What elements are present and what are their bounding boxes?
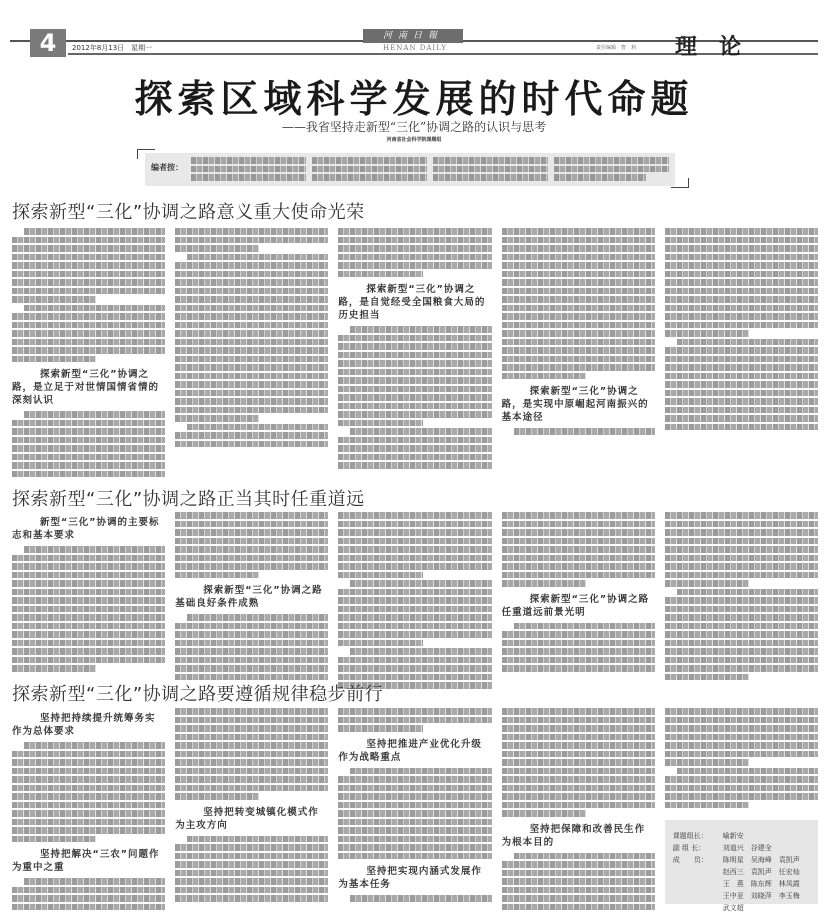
subheading: 探索新型“三化”协调之路基础良好条件成熟	[175, 585, 323, 609]
section-name: 理论	[675, 35, 764, 60]
credits-box	[665, 820, 818, 912]
editor-note-label: 编者按：	[151, 163, 183, 172]
section-3-column-3	[338, 708, 491, 912]
corner-bracket-bottom-right	[671, 178, 689, 188]
credits-row: 成 员： 陈明星 吴海峰 袁凯声	[672, 856, 800, 864]
responsible-editor: 责任编辑 智 莉	[596, 45, 637, 51]
editor-note-body	[191, 157, 669, 182]
section-1-column-1	[12, 228, 165, 479]
subheading: 探索新型“三化”协调之路任重道远前景光明	[501, 593, 650, 618]
section-heading-3: 探索新型“三化”协调之路要遵循规律稳步前行	[12, 684, 384, 705]
section-heading-1: 探索新型“三化”协调之路意义重大使命光荣	[12, 202, 365, 223]
credits-row: 王 燕 陈东辉 林凤霞	[722, 880, 800, 888]
section-3-column-5	[665, 708, 818, 912]
subheading: 探索新型“三化”协调之路，是自觉经受全国粮食大局的历史担当	[338, 284, 486, 321]
section-1-column-3	[338, 228, 491, 479]
section-1-column-5	[665, 228, 818, 479]
section-2-column-1	[12, 512, 165, 691]
article-byline: 河南省社会科学院课题组	[386, 137, 442, 143]
section-2-column-5	[665, 512, 818, 691]
section-2-body	[12, 512, 818, 672]
credits-row: 副 组 长： 刘道兴 谷建全	[672, 844, 772, 852]
section-1-column-4	[502, 228, 655, 479]
subheading: 坚持把实现内涵式发展作为基本任务	[338, 866, 482, 890]
subheading: 坚持把推进产业优化升级作为战略重点	[338, 738, 482, 763]
issue-date: 2012年8月13日 星期一	[72, 44, 153, 52]
article-title: 探索区域科学发展的时代命题	[134, 76, 694, 121]
subheading: 新型“三化”协调的主要标志和基本要求	[12, 517, 160, 541]
subheading: 坚持把持续提升统筹务实作为总体要求	[12, 713, 156, 737]
masthead-rule-right	[777, 40, 818, 42]
section-2-column-4	[502, 512, 655, 691]
article-subtitle: ——我省坚持走新型“三化”协调之路的认识与思考	[281, 120, 547, 134]
credits-row: 王中亚 刘晓萍 李玉梅	[722, 892, 800, 900]
section-1-body	[12, 228, 818, 456]
subheading: 探索新型“三化”协调之路，是实现中原崛起河南振兴的基本途径	[501, 386, 649, 423]
section-2-column-3	[338, 512, 491, 691]
subheading: 坚持把解决“三农”问题作为重中之重	[12, 849, 160, 873]
section-3-column-2	[175, 708, 328, 912]
newspaper-logo: 河南日報	[363, 29, 463, 43]
newspaper-name-en: HENAN DAILY	[383, 44, 447, 52]
credits-row: 赵西三 袁凯声 任宏灿	[722, 868, 800, 876]
section-2-column-2	[175, 512, 328, 691]
section-3-column-1	[12, 708, 165, 912]
credits-row: 课题组长： 喻新安	[672, 832, 744, 840]
subheading: 坚持把保障和改善民生作为根本目的	[501, 823, 646, 848]
page-number: 4	[30, 29, 66, 57]
section-heading-2: 探索新型“三化”协调之路正当其时任重道远	[12, 489, 365, 510]
subheading: 坚持把转变城镇化模式作为主攻方向	[175, 806, 319, 831]
credits-row: 武文超	[722, 904, 744, 912]
masthead	[0, 0, 828, 60]
section-3-body	[12, 708, 818, 912]
section-3-column-4	[502, 708, 655, 912]
editor-note	[145, 153, 675, 186]
section-1-column-2	[175, 228, 328, 479]
subheading: 探索新型“三化”协调之路，是立足于对世情国情省情的深刻认识	[12, 369, 160, 406]
